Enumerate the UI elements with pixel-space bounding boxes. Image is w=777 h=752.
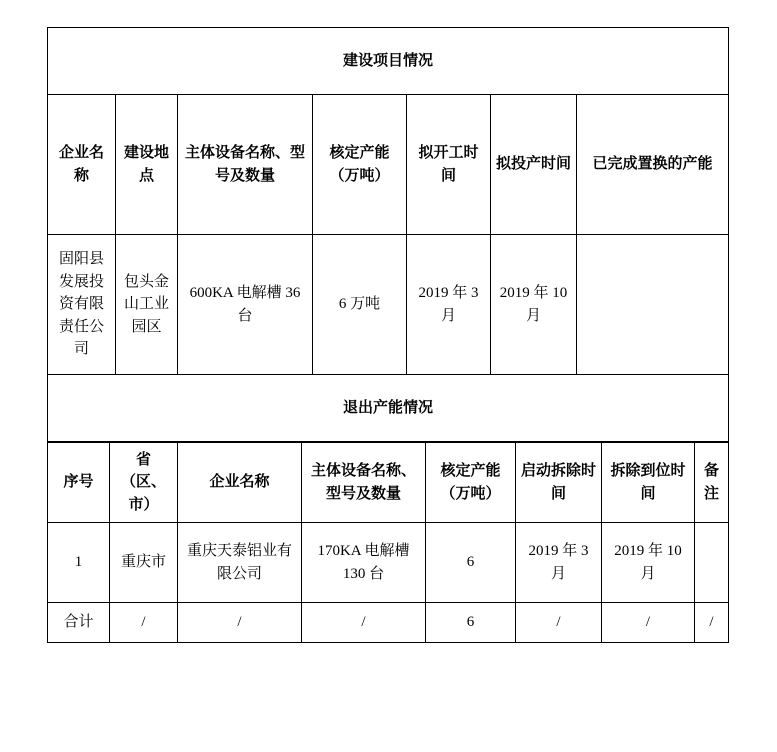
table-row-total (48, 603, 729, 643)
column-header-planned-production-time: 拟投产时间 (491, 95, 577, 235)
cell-total-label: 合计 (48, 603, 110, 643)
cell-total-province: / (110, 603, 178, 643)
cell-total-dismantle-complete-time: / (602, 603, 695, 643)
cell-main-equipment-exit: 170KA 电解槽 130 台 (302, 523, 426, 603)
column-header-planned-start-time: 拟开工时间 (407, 95, 491, 235)
document-page (47, 27, 728, 643)
cell-planned-production-time: 2019 年 10 月 (491, 235, 577, 375)
section-title-row (48, 28, 729, 95)
cell-dismantle-start-time: 2019 年 3 月 (516, 523, 602, 603)
cell-planned-start-time: 2019 年 3 月 (407, 235, 491, 375)
cell-approved-capacity: 6 万吨 (313, 235, 407, 375)
table-header-row (48, 95, 729, 235)
cell-remarks (695, 523, 729, 603)
cell-completed-replacement-capacity (577, 235, 729, 375)
cell-total-approved-capacity: 6 (426, 603, 516, 643)
table-row (48, 235, 729, 375)
column-header-approved-capacity: 核定产能（万吨） (313, 95, 407, 235)
column-header-main-equipment-exit: 主体设备名称、型号及数量 (302, 443, 426, 523)
cell-total-dismantle-start-time: / (516, 603, 602, 643)
cell-construction-site: 包头金山工业园区 (116, 235, 178, 375)
cell-main-equipment: 600KA 电解槽 36 台 (178, 235, 313, 375)
column-header-dismantle-complete-time: 拆除到位时间 (602, 443, 695, 523)
column-header-enterprise-name: 企业名称 (48, 95, 116, 235)
cell-province: 重庆市 (110, 523, 178, 603)
column-header-approved-capacity-exit: 核定产能（万吨） (426, 443, 516, 523)
section-title-exit-capacity: 退出产能情况 (48, 375, 729, 442)
table-row (48, 523, 729, 603)
column-header-dismantle-start-time: 启动拆除时间 (516, 443, 602, 523)
table-header-row-exit (48, 443, 729, 523)
section-title-construction: 建设项目情况 (48, 28, 729, 95)
cell-enterprise-name-exit: 重庆天泰铝业有限公司 (178, 523, 302, 603)
column-header-remarks: 备注 (695, 443, 729, 523)
column-header-enterprise-name-exit: 企业名称 (178, 443, 302, 523)
cell-total-main-equipment: / (302, 603, 426, 643)
construction-project-table (47, 27, 729, 442)
cell-dismantle-complete-time: 2019 年 10 月 (602, 523, 695, 603)
column-header-main-equipment: 主体设备名称、型号及数量 (178, 95, 313, 235)
cell-total-remarks: / (695, 603, 729, 643)
section-title-row-2 (48, 375, 729, 442)
column-header-completed-replacement-capacity: 已完成置换的产能 (577, 95, 729, 235)
column-header-construction-site: 建设地点 (116, 95, 178, 235)
cell-index: 1 (48, 523, 110, 603)
exit-capacity-table (47, 442, 729, 643)
column-header-province: 省（区、市） (110, 443, 178, 523)
cell-enterprise-name: 固阳县发展投资有限责任公司 (48, 235, 116, 375)
cell-approved-capacity-exit: 6 (426, 523, 516, 603)
cell-total-enterprise-name: / (178, 603, 302, 643)
column-header-index: 序号 (48, 443, 110, 523)
